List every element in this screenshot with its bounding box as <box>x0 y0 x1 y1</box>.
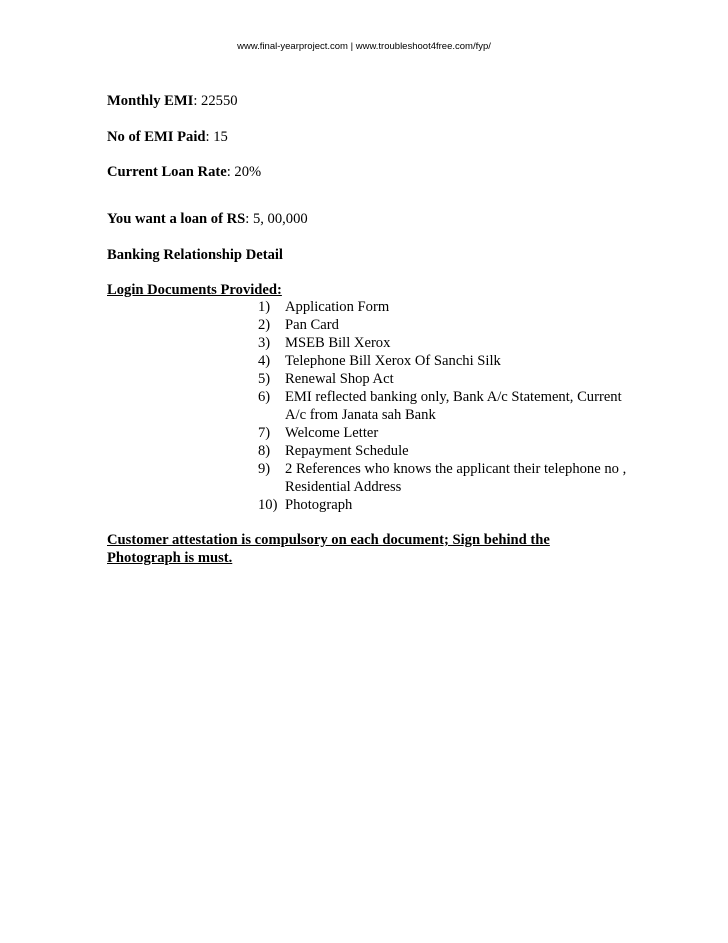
document-item-2 <box>258 316 638 334</box>
loan-amount-value: : 5, 00,000 <box>245 211 308 227</box>
header-site-link-1[interactable]: www.final-yearproject.com <box>237 41 348 52</box>
monthly-emi-line <box>107 92 238 110</box>
document-number: 6) <box>258 389 271 405</box>
document-text: Application Form <box>285 299 390 315</box>
document-item-6 <box>258 388 638 424</box>
document-item-3 <box>258 334 638 352</box>
loan-rate-value: : 20% <box>226 164 262 180</box>
header-site-link-2[interactable]: www.troubleshoot4free.com/fyp/ <box>355 41 491 52</box>
page-header <box>0 41 728 53</box>
loan-amount-label: You want a loan of RS <box>107 211 246 227</box>
document-text: Renewal Shop Act <box>285 371 394 387</box>
document-number: 4) <box>258 353 271 369</box>
document-number: 2) <box>258 317 271 333</box>
emi-paid-line <box>107 128 228 146</box>
document-text: 2 References who knows the applicant their telephone no , Residential Address <box>285 461 627 495</box>
document-number: 10) <box>258 497 278 513</box>
document-item-5 <box>258 370 638 388</box>
document-number: 9) <box>258 461 271 477</box>
document-number: 1) <box>258 299 271 315</box>
document-text: EMI reflected banking only, Bank A/c Statement, Current A/c from Janata sah Bank <box>285 389 622 423</box>
document-text: Photograph <box>285 497 353 513</box>
monthly-emi-value: : 22550 <box>193 93 238 109</box>
attestation-note: Customer attestation is compulsory on each document; Sign behind the Photograph is must. <box>107 532 550 566</box>
banking-relationship-heading: Banking Relationship Detail <box>107 247 283 263</box>
document-number: 3) <box>258 335 271 351</box>
document-text: Pan Card <box>285 317 339 333</box>
document-item-7 <box>258 424 638 442</box>
document-text: MSEB Bill Xerox <box>285 335 391 351</box>
document-item-4 <box>258 352 638 370</box>
document-item-1 <box>258 298 638 316</box>
document-text: Welcome Letter <box>285 425 379 441</box>
document-text: Telephone Bill Xerox Of Sanchi Silk <box>285 353 501 369</box>
loan-rate-label: Current Loan Rate <box>107 164 227 180</box>
monthly-emi-label: Monthly EMI <box>107 93 194 109</box>
document-number: 7) <box>258 425 271 441</box>
loan-rate-line <box>107 163 261 181</box>
documents-list <box>258 298 638 514</box>
document-item-8 <box>258 442 638 460</box>
document-item-9 <box>258 460 638 496</box>
document-number: 8) <box>258 443 271 459</box>
document-item-10 <box>258 496 638 514</box>
emi-paid-value: : 15 <box>205 129 228 145</box>
login-documents-heading: Login Documents Provided: <box>107 282 282 298</box>
document-text: Repayment Schedule <box>285 443 409 459</box>
loan-amount-line <box>107 210 308 228</box>
emi-paid-label: No of EMI Paid <box>107 129 206 145</box>
header-separator: | <box>347 41 356 52</box>
document-number: 5) <box>258 371 271 387</box>
